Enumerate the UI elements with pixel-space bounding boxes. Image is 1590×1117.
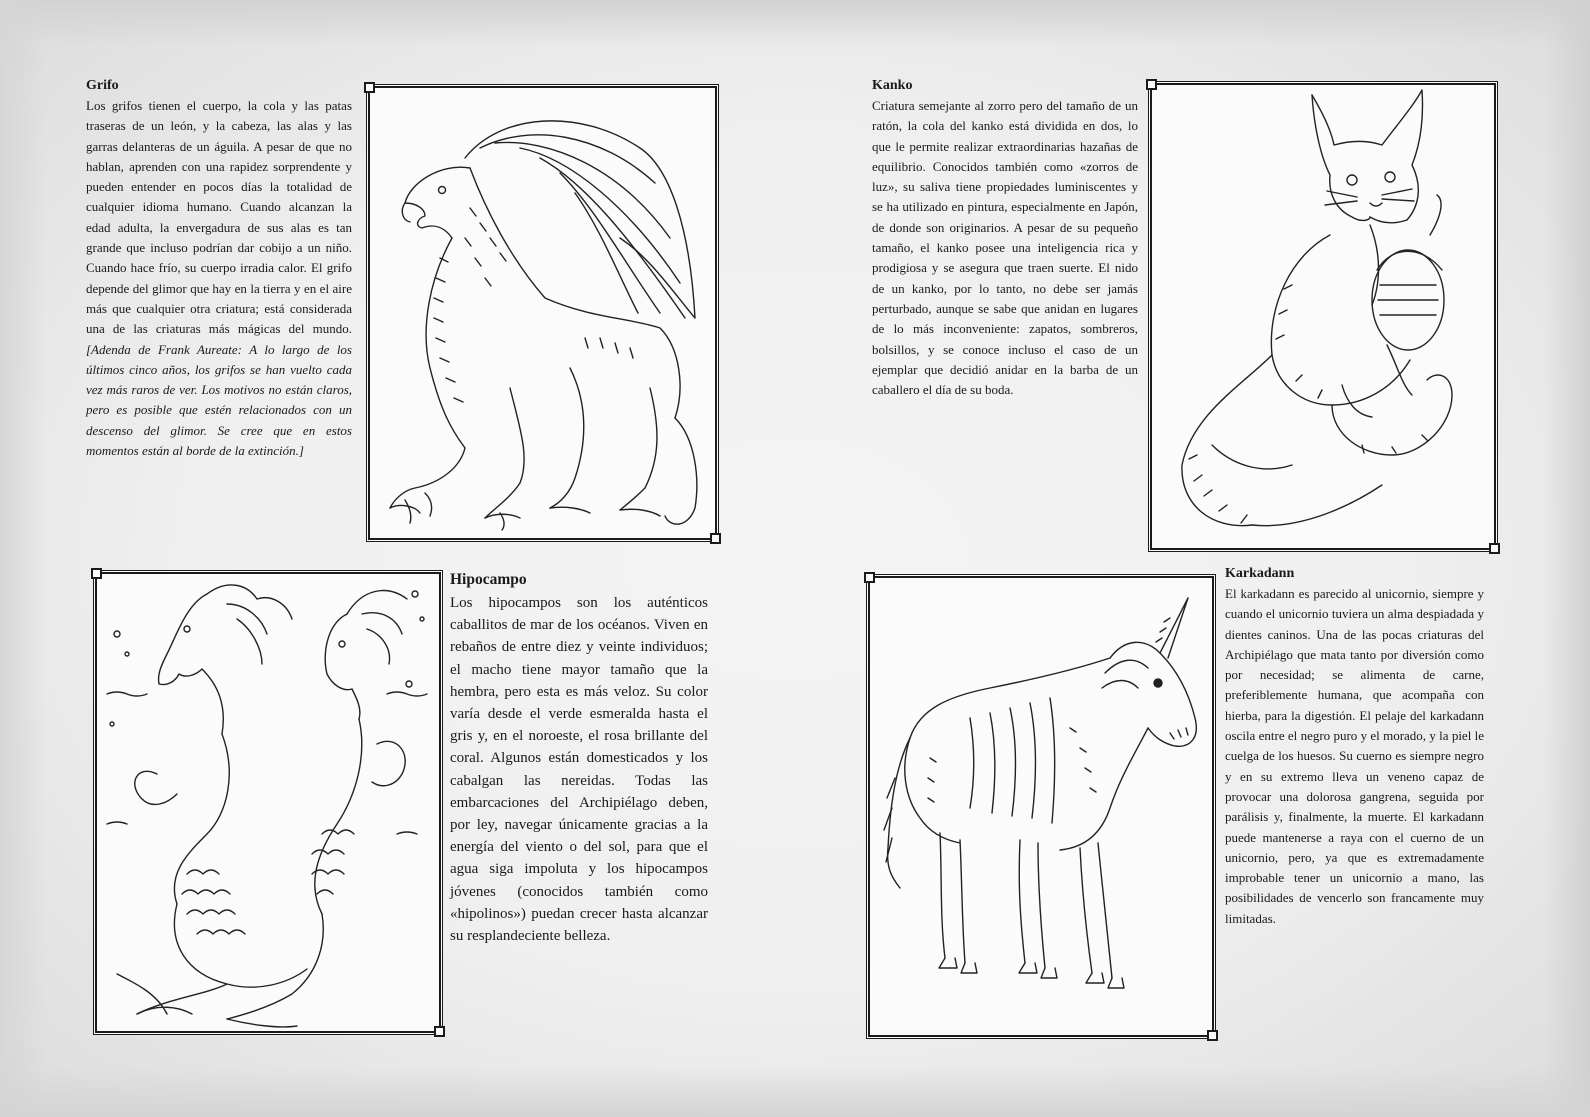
entry-title-kanko: Kanko xyxy=(872,78,913,93)
illustration-karkadann xyxy=(868,576,1214,1037)
griffin-drawing xyxy=(370,88,715,538)
entry-grifo xyxy=(86,77,352,461)
karkadann-drawing xyxy=(870,578,1212,1035)
entry-text-kanko: Criatura semejante al zorro pero del tamaño de un ratón, la cola del kanko está dividida en dos, lo que le permite realizar extraordinarias hazañas de equilibrio. Conocidos también como «zorros de luz», su saliva tiene propiedades luminiscentes y se ha utilizado en pintura, especialmente en Japón, de donde son originarios. A pesar de su pequeño tamaño, el kanko posee una inteligencia rica y prodigiosa y se asegura que traen suerte. El nido de un kanko, por lo tanto, no debe ser jamás perturbado, aunque se sabe que anidan en lugares de lo más inconveniente: zapatos, sombreros, bolsillos, y se conoce incluso el caso de un ejemplar que decidió anidar en la barba de un caballero el día de su boda. xyxy=(872,98,1138,398)
entry-title-hipocampo: Hipocampo xyxy=(450,571,527,588)
entry-kanko xyxy=(872,77,1138,400)
kanko-drawing xyxy=(1152,85,1494,548)
page-edge-right xyxy=(1544,0,1590,1117)
entry-note-grifo: [Adenda de Frank Aureate: A lo largo de los últimos cinco años, los grifos se han vuelto cada vez más raros de ver. Los motivos no están claros, pero es posible que estén relacionados con un descenso del glimor. Se cree que en estos momentos están al borde de la extinción.] xyxy=(86,341,352,459)
illustration-kanko xyxy=(1150,83,1496,550)
entry-text-hipocampo: Los hipocampos son los auténticos caballitos de mar de los océanos. Viven en rebaños de entre diez y veinte individuos; el macho tiene mayor tamaño que la hembra, pero esta es más veloz. Su color varía desde el verde esmeralda hasta el gris y, en el noroeste, el rosa brillante del coral. Algunos están domesticados y los cabalgan las nereidas. Todas las embarcaciones del Archipiélago deben, por ley, navegar únicamente gracias a la energía del viento o del sol, para que el agua siga impoluta y los hipocampos jóvenes (conocidos también como «hipolinos») puedan crecer hasta alcanzar su resplandeciente belleza. xyxy=(450,595,708,945)
illustration-griffin xyxy=(368,86,717,540)
entry-karkadann xyxy=(1225,565,1484,929)
page-edge-top xyxy=(0,0,1590,46)
entry-title-karkadann: Karkadann xyxy=(1225,566,1295,581)
hipocampo-drawing xyxy=(97,574,439,1031)
entry-text-karkadann: El karkadann es parecido al unicornio, siempre y cuando el unicornio tuviera un alma despiadada y dientes caninos. Una de las pocas criaturas del Archipiélago que mata tanto por diversión como por necesidad; se alimenta de carne, preferiblemente humana, que acompaña con hierba, para la digestión. El pelaje del karkadann oscila entre el negro puro y el morado, y la piel le cuelga de los huesos. Su cuerno es siempre negro y en su extremo lleva un veneno capaz de provocar una dolorosa gangrena, seguida por parálisis y, finalmente, la muerte. El karkadann puede mantenerse a raya con el cuerno de un unicornio, pero, ya que es extremadamente improbable tener un unicornio a mano, las posibilidades de vencerlo son francamente muy limitadas. xyxy=(1225,586,1484,926)
entry-hipocampo xyxy=(450,571,708,947)
entry-text-grifo xyxy=(86,96,352,461)
entry-title-grifo: Grifo xyxy=(86,78,119,93)
page-edge-bottom xyxy=(0,1067,1590,1117)
illustration-hipocampo xyxy=(95,572,441,1033)
entry-body-grifo: Los grifos tienen el cuerpo, la cola y las patas traseras de un león, y la cabeza, las alas y las garras delanteras de un águila. A pesar de que no hablan, aprenden con una rapidez sorprendente y pueden entender en pocos días la totalidad de cualquier idioma humano. Cuando alcanzan la edad adulta, la envergadura de sus alas es tan grande que incluso podrían dar cobijo a un niño. Cuando hace frío, su cuerpo irradia calor. El grifo depende del glimor que hay en la tierra y en el aire más que cualquier otra criatura; está considerada una de las criaturas más mágicas del mundo. xyxy=(86,98,352,337)
page-edge-left xyxy=(0,0,46,1117)
